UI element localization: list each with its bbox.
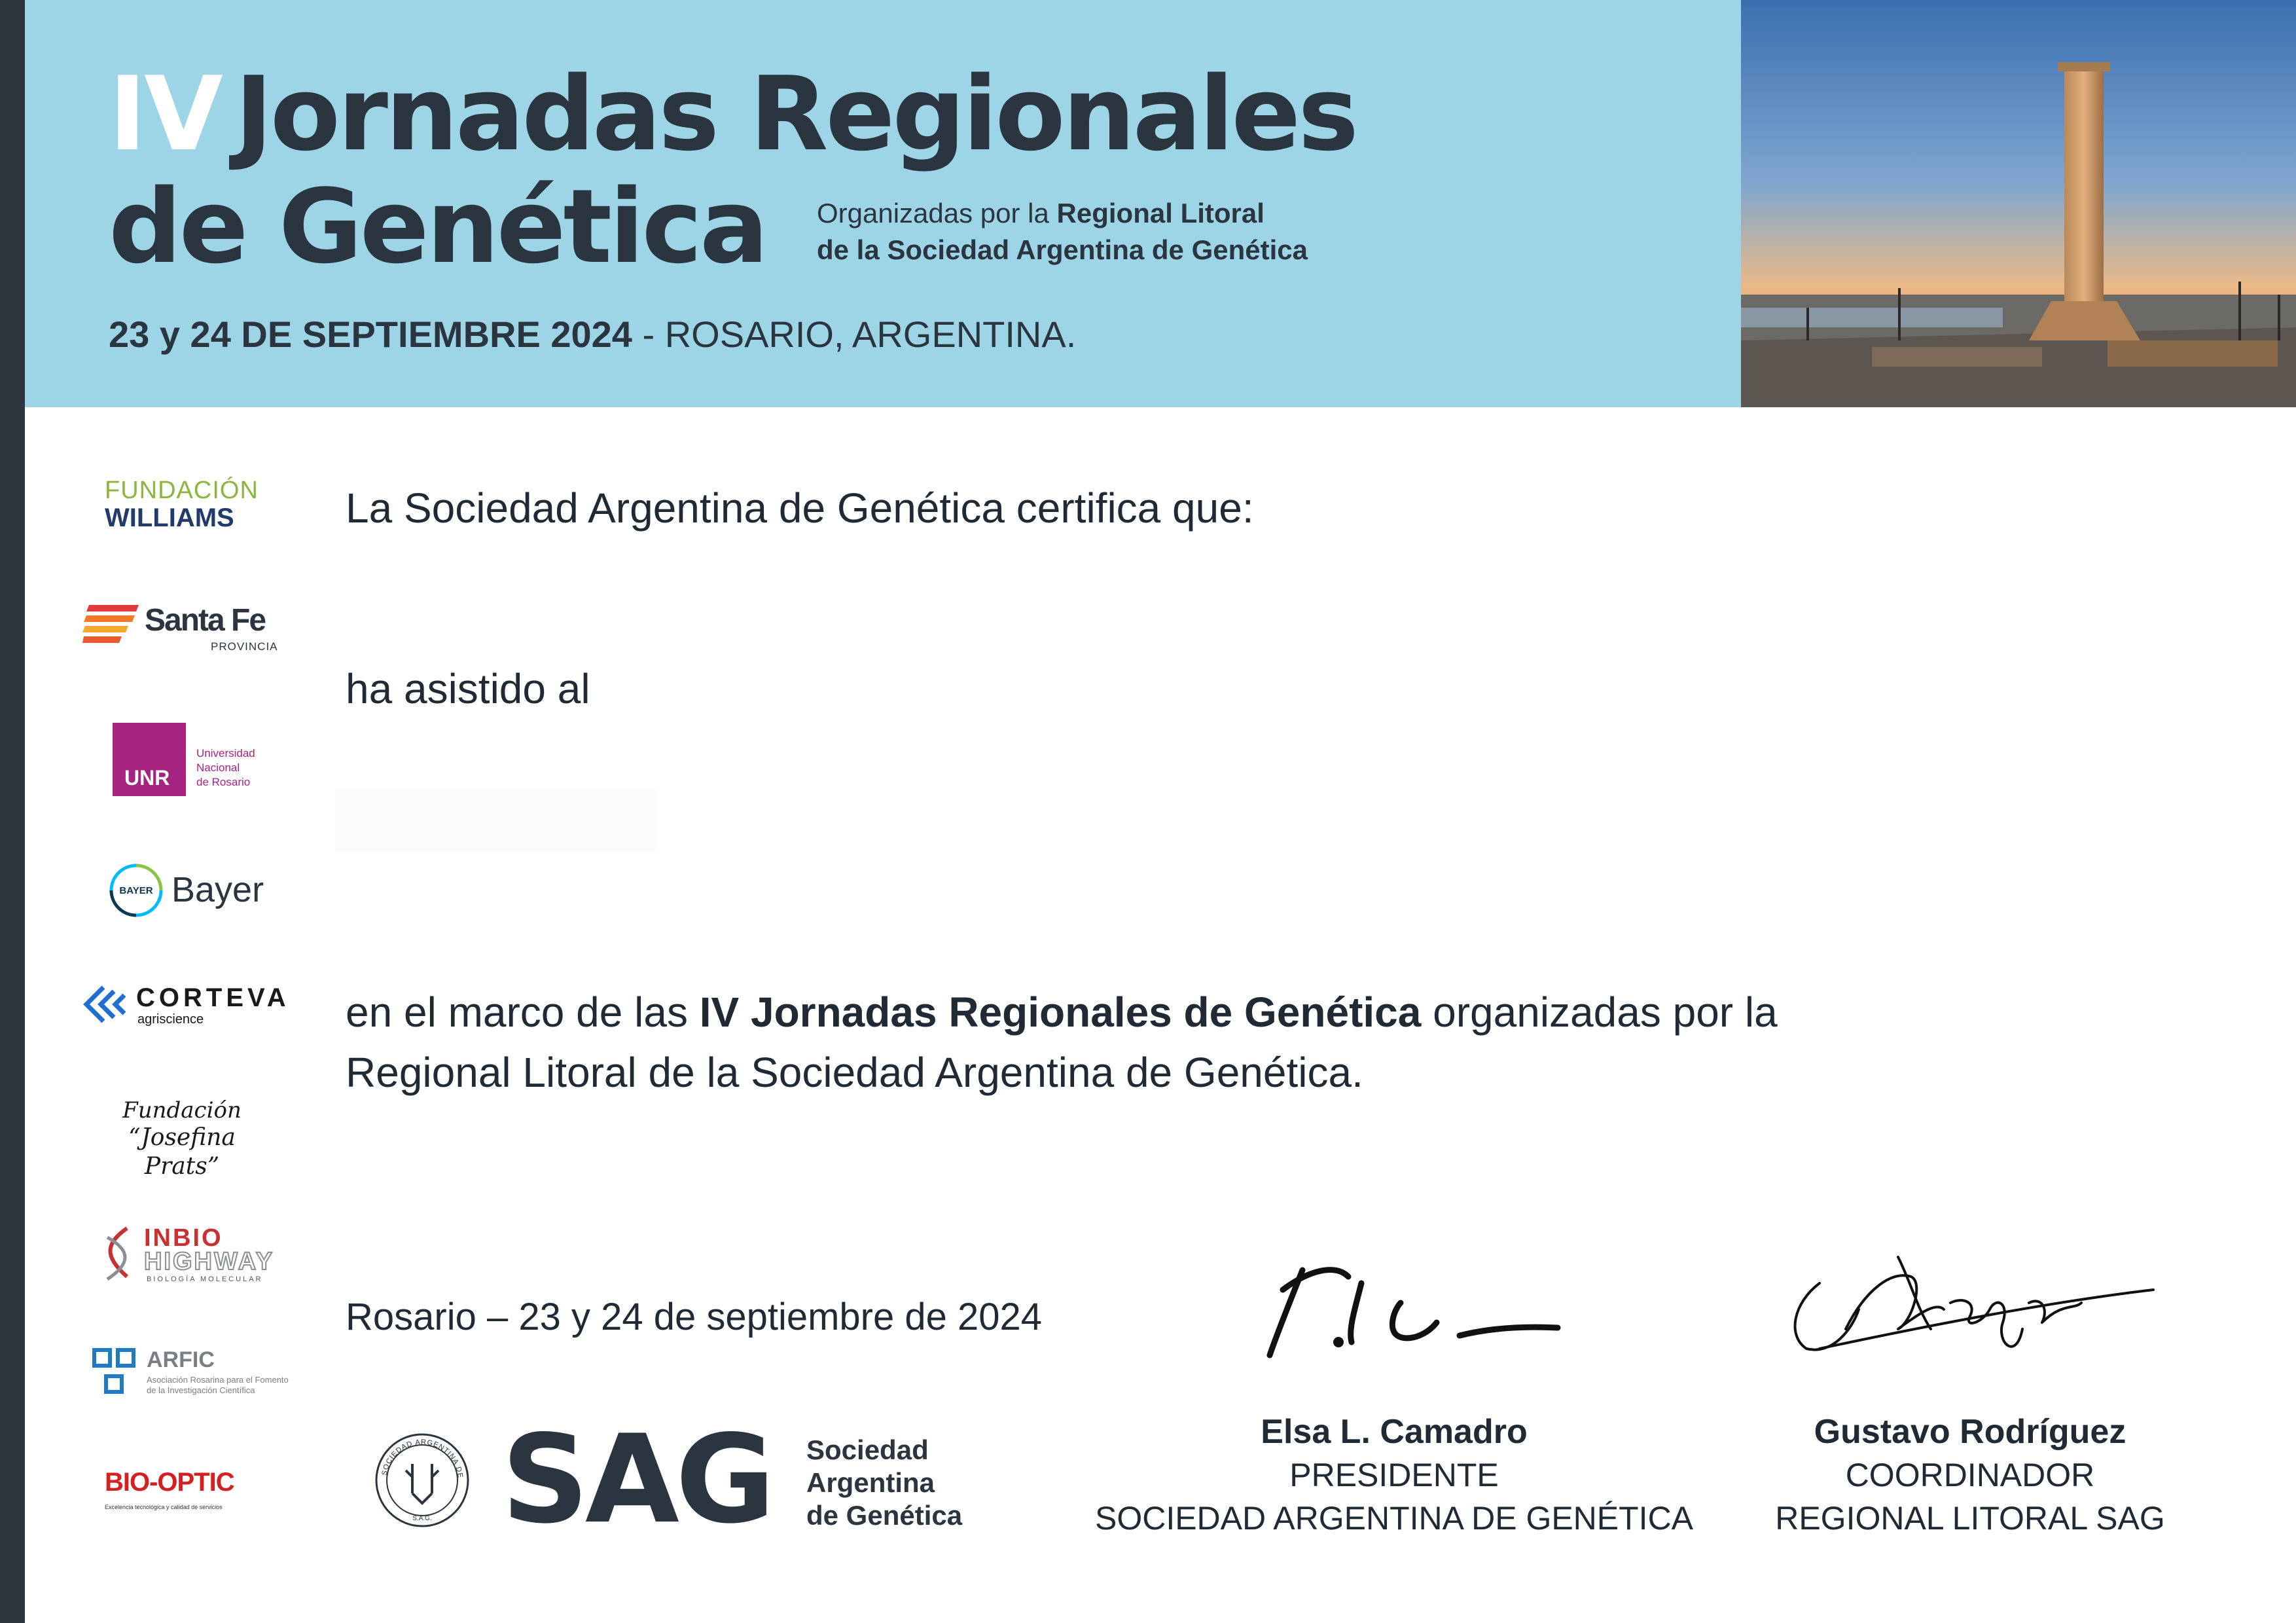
signer-president <box>1067 1410 1721 1540</box>
attendee-name-field <box>335 790 656 852</box>
event-date-location: 23 y 24 DE SEPTIEMBRE 2024 - ROSARIO, ARGENTINA. <box>109 314 1077 355</box>
sponsor-bio-optic: BIO-OPTIC Excelencia tecnológica y calidad de servicios <box>105 1468 234 1510</box>
signer-organization: SOCIEDAD ARGENTINA DE GENÉTICA <box>1094 1500 1694 1537</box>
svg-text:S.A.G.: S.A.G. <box>412 1515 432 1522</box>
corteva-logo-icon <box>81 983 128 1030</box>
signature-rodriguez <box>1780 1231 2160 1381</box>
signer-organization: REGIONAL LITORAL SAG <box>1775 1500 2165 1537</box>
sponsor-inbio-highway: INBIO HIGHWAY BIOLOGÍA MOLECULAR <box>98 1224 140 1286</box>
title-line-2: de Genética <box>109 167 766 286</box>
signer-role: COORDINADOR <box>1845 1457 2095 1493</box>
sag-acronym-logo: SAG <box>501 1408 772 1550</box>
left-accent-bar <box>0 0 25 1623</box>
place-and-date: Rosario – 23 y 24 de septiembre de 2024 <box>346 1296 1043 1338</box>
sponsor-corteva: CORTEVA agriscience <box>81 983 128 1034</box>
sponsor-unr: UNR Universidad Nacional de Rosario <box>113 723 186 796</box>
sag-seal-icon <box>373 1431 471 1529</box>
organizer-subtitle: Organizadas por la Regional Litoral de la Sociedad Argentina de Genética <box>817 198 1308 265</box>
sponsor-bayer: BAYER Bayer <box>109 863 164 921</box>
signer-name: Gustavo Rodríguez <box>1814 1413 2126 1451</box>
sponsor-santa-fe: Santa Fe PROVINCIA <box>82 602 139 650</box>
dna-helix-icon <box>98 1224 140 1283</box>
attended-statement: ha asistido al <box>346 665 590 712</box>
sponsor-arfic: ARFIC Asociación Rosarina para el Fomento de la Investigación Científica <box>92 1347 137 1400</box>
certifies-statement: La Sociedad Argentina de Genética certifica que: <box>346 484 1254 532</box>
arfic-squares-icon <box>92 1347 137 1397</box>
title-line-1: Jornadas Regionales <box>234 54 1357 173</box>
monument-photo <box>1741 0 2296 407</box>
sponsor-fundacion-josefina-prats: Fundación “Josefina Prats” <box>122 1097 242 1180</box>
sag-full-name: Sociedad Argentina de Genética <box>806 1434 963 1531</box>
sponsor-fundacion-williams: FUNDACIÓN WILLIAMS <box>105 477 259 532</box>
signer-role: PRESIDENTE <box>1289 1457 1499 1493</box>
bayer-cross-icon <box>109 863 164 918</box>
title-roman-numeral: IV <box>109 54 221 173</box>
svg-text:BAYER: BAYER <box>119 885 153 896</box>
signer-coordinator <box>1643 1410 2296 1540</box>
santa-fe-logo-icon <box>82 602 139 647</box>
header-banner <box>25 0 1741 407</box>
event-frame-statement: en el marco de las IV Jornadas Regionales de Genética organizadas por la Regional Litoral de la Sociedad Argentina de Genética. <box>346 989 1778 1096</box>
svg-text:SOCIEDAD ARGENTINA DE GENÉTICA: SOCIEDAD ARGENTINA DE <box>380 1438 465 1479</box>
signature-camadro <box>1263 1244 1571 1368</box>
signer-name: Elsa L. Camadro <box>1261 1413 1528 1451</box>
